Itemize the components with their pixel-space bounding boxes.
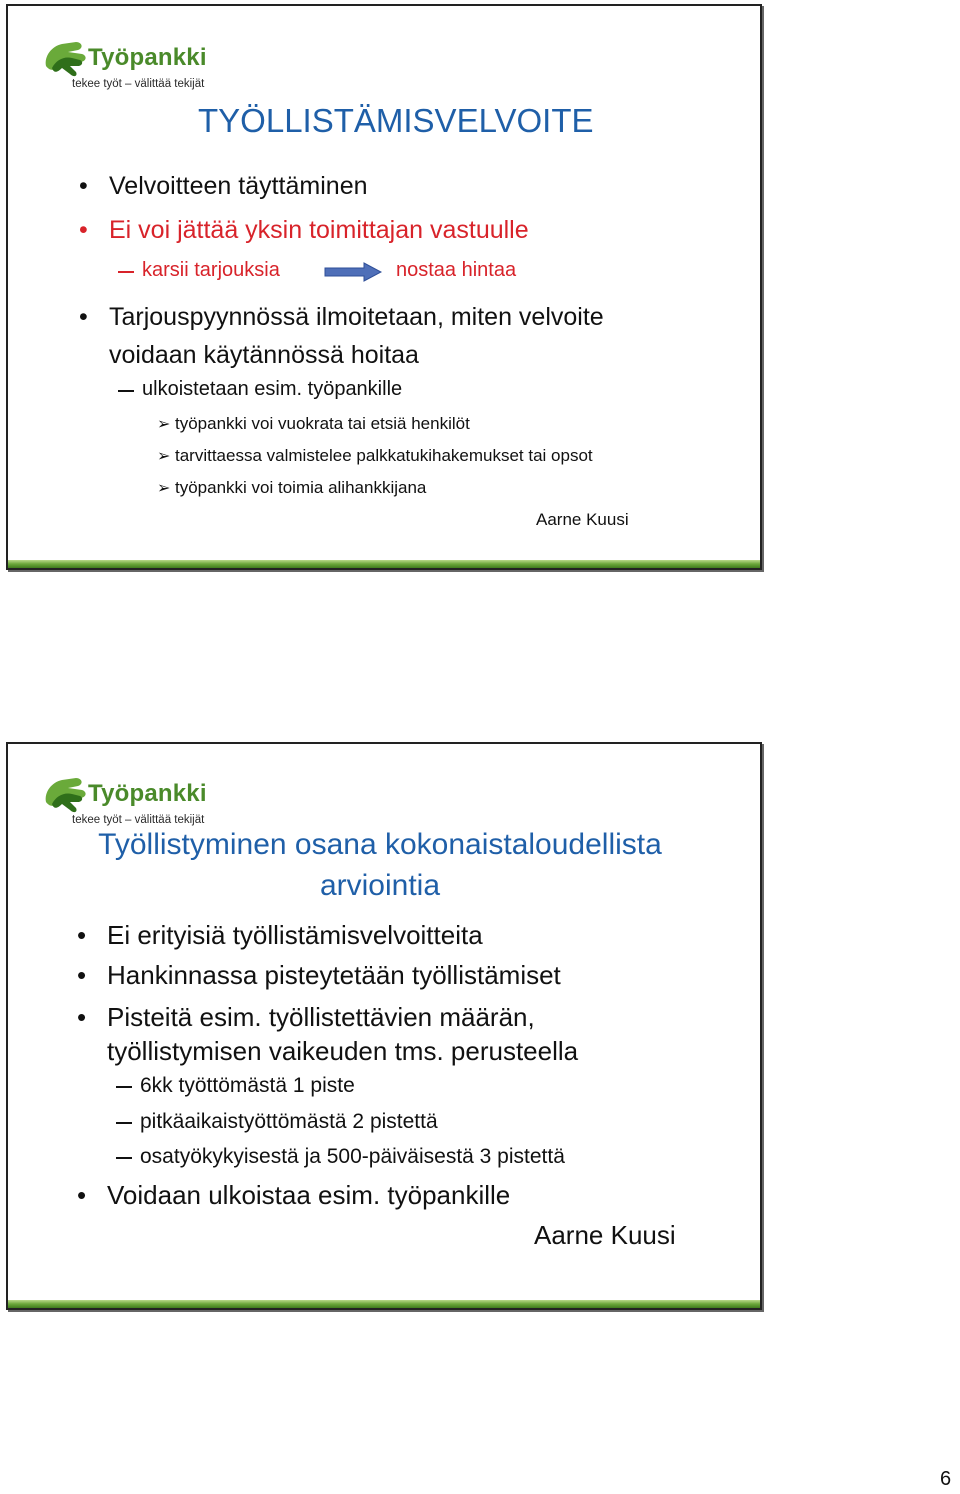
logo-tagline: tekee työt – välittää tekijät <box>72 814 205 826</box>
dash-item: pitkäaikaistyöttömästä 2 pistettä <box>140 1110 438 1133</box>
right-arrow-icon <box>324 262 382 282</box>
bullet-item: • Voidaan ulkoistaa esim. työpankille <box>107 1180 510 1211</box>
author: Aarne Kuusi <box>536 510 629 529</box>
dash-item-right: nostaa hintaa <box>396 259 517 281</box>
arrow-bullet-icon: ➢ <box>157 416 171 433</box>
bullet-item: • Ei erityisiä työllistämisvelvoitteita <box>107 920 483 951</box>
bullet-item: • Tarjouspyynnössä ilmoitetaan, miten velvoite voidaan käytännössä hoitaa <box>109 298 604 374</box>
sub-item: ➢ työpankki voi toimia alihankkijana <box>157 478 427 497</box>
page-number: 6 <box>940 1468 952 1490</box>
footer-bar <box>8 560 760 568</box>
slide-title: TYÖLLISTÄMISVELVOITE <box>198 102 594 139</box>
bullet-item: • Pisteitä esim. työllistettävien määrän, työllistymisen vaikeuden tms. perusteella <box>107 1000 578 1068</box>
dash-item: karsii tarjouksia <box>142 259 280 281</box>
dash-item: 6kk työttömästä 1 piste <box>140 1074 355 1097</box>
logo-tagline: tekee työt – välittää tekijät <box>72 78 205 90</box>
sub-item: ➢ työpankki voi vuokrata tai etsiä henkilöt <box>157 414 470 433</box>
slide-1 <box>6 4 762 570</box>
dash-item: osatyökykyisestä ja 500-päiväisestä 3 pistettä <box>140 1145 565 1168</box>
logo-name: Työpankki <box>88 780 207 807</box>
bullet-item: • Velvoitteen täyttäminen <box>109 172 368 201</box>
arrow-bullet-icon: ➢ <box>157 448 171 465</box>
logo-name: Työpankki <box>88 44 207 71</box>
bullet-item: • Hankinnassa pisteytetään työllistämiset <box>107 960 561 991</box>
bullet-item: • Ei voi jättää yksin toimittajan vastuulle <box>109 216 529 245</box>
arrow-bullet-icon: ➢ <box>157 480 171 497</box>
dash-item: ulkoistetaan esim. työpankille <box>142 378 403 400</box>
footer-bar <box>8 1300 760 1308</box>
author: Aarne Kuusi <box>534 1220 676 1250</box>
tyopankki-logo <box>42 38 212 100</box>
sub-item: ➢ tarvittaessa valmistelee palkkatukihakemukset tai opsot <box>157 446 593 465</box>
slide-title: Työllistyminen osana kokonaistaloudellista arviointia <box>98 828 662 902</box>
